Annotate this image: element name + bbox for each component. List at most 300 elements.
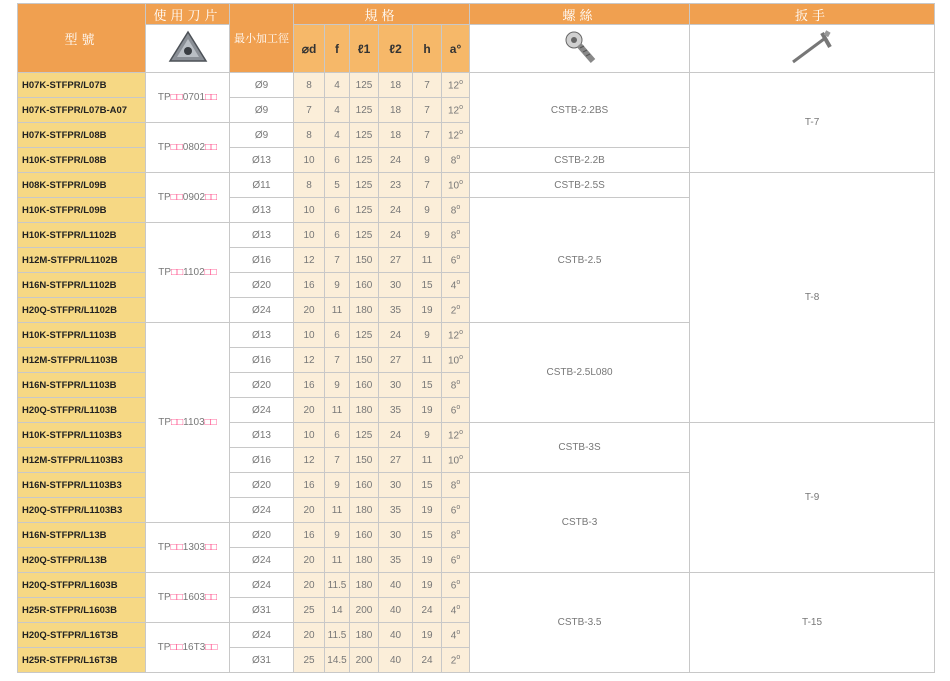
spec-l2-value: 40 [389, 629, 402, 641]
insert-cell [146, 573, 230, 623]
spec-a-cell [442, 273, 470, 298]
spec-l1-value: 180 [355, 554, 373, 566]
spec-d-value: 16 [303, 279, 315, 291]
spec-f-value: 6 [334, 154, 340, 166]
placeholder-box-icon: □□ [171, 417, 184, 428]
spec-a-cell [442, 448, 470, 473]
spec-l2-value: 35 [389, 404, 402, 416]
spec-l1-value: 125 [355, 229, 373, 241]
spec-h-value: 9 [424, 229, 430, 241]
spec-a-cell [442, 473, 470, 498]
insert-cell [146, 73, 230, 123]
screw-cell: CSTB-2.2BS [470, 73, 690, 148]
spec-f-cell [325, 448, 350, 473]
degree-symbol: o [456, 553, 461, 561]
model-cell: H16N-STFPR/L1102B [18, 273, 146, 298]
model-cell: H07K-STFPR/L07B-A07 [18, 98, 146, 123]
spec-f-cell [325, 623, 350, 648]
spec-d-cell [294, 448, 325, 473]
spec-f-value: 11 [331, 304, 343, 316]
placeholder-box-icon: □□ [205, 592, 218, 603]
spec-a-cell [442, 223, 470, 248]
spec-d-cell [294, 173, 325, 198]
spec-l1-value: 180 [355, 579, 373, 591]
model-cell: H25R-STFPR/L1603B [18, 598, 146, 623]
spec-l2-cell [379, 573, 413, 598]
spec-a-value: 12 [448, 330, 460, 342]
spec-h-value: 19 [421, 504, 433, 516]
spec-d-cell [294, 248, 325, 273]
degree-symbol: o [456, 303, 461, 311]
screw-cell: CSTB-2.5S [470, 173, 690, 198]
spec-l1-header: ℓ1 [350, 25, 379, 73]
spec-l2-value: 24 [389, 204, 402, 216]
spec-a-value: 6 [450, 255, 457, 267]
spec-l2-cell [379, 198, 413, 223]
spec-l2-cell [379, 598, 413, 623]
model-cell: H10K-STFPR/L1103B [18, 323, 146, 348]
spec-l1-cell [350, 423, 379, 448]
spec-h-header: h [413, 25, 442, 73]
spec-f-header: f [325, 25, 350, 73]
spec-h-value: 9 [424, 204, 430, 216]
min-bore-cell: Ø20 [230, 273, 294, 298]
spec-l2-value: 30 [389, 279, 402, 291]
spec-d-value: 20 [303, 579, 315, 591]
degree-symbol: o [459, 128, 464, 136]
spec-f-value: 6 [334, 204, 340, 216]
spec-l2-value: 35 [389, 304, 402, 316]
spec-l2-cell [379, 548, 413, 573]
spec-d-cell [294, 148, 325, 173]
spec-f-cell [325, 348, 350, 373]
screw-cell: CSTB-3.5 [470, 573, 690, 673]
min-bore-cell: Ø24 [230, 548, 294, 573]
degree-symbol: o [456, 278, 461, 286]
spec-l1-cell [350, 73, 379, 98]
spec-h-value: 19 [421, 579, 433, 591]
spec-f-cell [325, 148, 350, 173]
model-cell: H08K-STFPR/L09B [18, 173, 146, 198]
spec-f-value: 9 [334, 279, 340, 291]
spec-l2-value: 18 [389, 129, 402, 141]
spec-l2-value: 23 [389, 179, 402, 191]
insert-prefix: TP [157, 592, 171, 603]
spec-f-value: 4 [334, 129, 340, 141]
spec-l2-value: 18 [389, 104, 402, 116]
spec-a-value: 12 [448, 130, 460, 142]
spec-f-cell [325, 498, 350, 523]
spec-l1-value: 180 [355, 404, 373, 416]
spec-h-cell [413, 348, 442, 373]
spec-l1-cell [350, 573, 379, 598]
model-cell: H12M-STFPR/L1103B [18, 348, 146, 373]
spec-l2-cell [379, 648, 413, 673]
insert-prefix: TP [157, 542, 171, 553]
spec-l2-cell [379, 448, 413, 473]
spec-h-cell [413, 98, 442, 123]
placeholder-box-icon: □□ [205, 92, 218, 103]
spec-a-cell [442, 323, 470, 348]
model-cell: H20Q-STFPR/L1103B [18, 398, 146, 423]
spec-l2-value: 24 [389, 229, 402, 241]
degree-symbol: o [456, 203, 461, 211]
spec-l2-value: 30 [389, 379, 402, 391]
spec-h-cell [413, 123, 442, 148]
spec-h-cell [413, 548, 442, 573]
model-cell: H12M-STFPR/L1102B [18, 248, 146, 273]
spec-l1-cell [350, 198, 379, 223]
degree-symbol: o [456, 628, 461, 636]
spec-l2-value: 24 [389, 329, 402, 341]
spec-d-cell [294, 223, 325, 248]
spec-d-value: 16 [303, 529, 315, 541]
spec-h-value: 7 [424, 104, 430, 116]
spec-h-cell [413, 298, 442, 323]
screw-header: 螺絲 [470, 4, 690, 25]
wrench-cell: T-15 [690, 573, 935, 673]
spec-d-value: 20 [303, 404, 315, 416]
degree-symbol: o [456, 403, 461, 411]
spec-f-value: 6 [334, 329, 340, 341]
spec-h-cell [413, 598, 442, 623]
insert-cell [146, 173, 230, 223]
model-cell: H20Q-STFPR/L1102B [18, 298, 146, 323]
degree-symbol: o [456, 528, 461, 536]
spec-h-cell [413, 248, 442, 273]
spec-a-value: 4 [450, 605, 457, 617]
spec-h-value: 11 [421, 454, 433, 466]
spec-d-value: 16 [303, 379, 315, 391]
spec-d-value: 25 [303, 654, 315, 666]
degree-symbol: o [459, 428, 464, 436]
spec-h-value: 9 [424, 329, 430, 341]
spec-d-value: 16 [303, 479, 315, 491]
spec-f-value: 5 [334, 179, 340, 191]
screw-cell: CSTB-3 [470, 473, 690, 573]
placeholder-box-icon: □□ [205, 192, 218, 203]
degree-symbol: o [456, 153, 461, 161]
spec-a-cell [442, 573, 470, 598]
placeholder-box-icon: □□ [171, 267, 184, 278]
model-cell: H10K-STFPR/L08B [18, 148, 146, 173]
spec-f-cell [325, 173, 350, 198]
spec-a-cell [442, 498, 470, 523]
tool-spec-table [17, 3, 935, 673]
spec-h-cell [413, 523, 442, 548]
placeholder-box-icon: □□ [170, 192, 183, 203]
placeholder-box-icon: □□ [205, 142, 218, 153]
spec-d-value: 12 [303, 254, 315, 266]
degree-symbol: o [459, 103, 464, 111]
spec-f-cell [325, 98, 350, 123]
placeholder-box-icon: □□ [205, 642, 218, 653]
spec-l1-value: 160 [355, 279, 373, 291]
spec-d-cell [294, 373, 325, 398]
spec-a-cell [442, 398, 470, 423]
spec-d-cell [294, 623, 325, 648]
spec-d-cell [294, 73, 325, 98]
min-bore-cell: Ø13 [230, 223, 294, 248]
insert-cell [146, 123, 230, 173]
spec-l1-value: 160 [355, 379, 373, 391]
spec-l2-value: 24 [389, 429, 402, 441]
placeholder-box-icon: □□ [204, 417, 217, 428]
spec-l1-cell [350, 398, 379, 423]
spec-f-value: 11.5 [327, 579, 347, 591]
min-bore-cell: Ø24 [230, 573, 294, 598]
spec-d-cell [294, 523, 325, 548]
spec-h-value: 11 [421, 254, 433, 266]
min-bore-cell: Ø9 [230, 98, 294, 123]
spec-h-value: 24 [421, 654, 433, 666]
spec-l2-cell [379, 398, 413, 423]
wrench-cell: T-8 [690, 173, 935, 423]
spec-a-value: 8 [450, 380, 457, 392]
insert-cell [146, 323, 230, 523]
spec-a-value: 2 [450, 655, 457, 667]
spec-h-value: 15 [421, 479, 433, 491]
spec-f-cell [325, 423, 350, 448]
spec-l1-cell [350, 323, 379, 348]
insert-prefix: TP [158, 417, 172, 428]
spec-l2-cell [379, 73, 413, 98]
spec-l1-value: 200 [355, 604, 373, 616]
spec-a-value: 12 [448, 430, 460, 442]
spec-l2-cell [379, 373, 413, 398]
spec-d-cell [294, 398, 325, 423]
spec-f-cell [325, 73, 350, 98]
min-bore-cell: Ø16 [230, 348, 294, 373]
spec-l2-cell [379, 223, 413, 248]
spec-d-cell [294, 123, 325, 148]
placeholder-box-icon: □□ [205, 542, 218, 553]
spec-l2-value: 18 [389, 79, 402, 91]
spec-d-value: 8 [306, 129, 312, 141]
spec-l2-cell [379, 148, 413, 173]
table-row [18, 73, 935, 98]
spec-l1-cell [350, 498, 379, 523]
insert-cell [146, 523, 230, 573]
spec-l2-cell [379, 498, 413, 523]
spec-a-cell [442, 548, 470, 573]
insert-code: 1603 [182, 592, 206, 603]
insert-code: 0802 [182, 142, 206, 153]
spec-a-value: 10 [448, 355, 460, 367]
model-header: 型號 [18, 4, 146, 73]
spec-f-cell [325, 223, 350, 248]
spec-h-cell [413, 573, 442, 598]
spec-d-cell [294, 323, 325, 348]
spec-f-value: 7 [334, 254, 340, 266]
spec-h-value: 7 [424, 129, 430, 141]
placeholder-box-icon: □□ [170, 592, 183, 603]
spec-l1-value: 180 [355, 629, 373, 641]
min-bore-cell: Ø9 [230, 123, 294, 148]
screw-cell: CSTB-3S [470, 423, 690, 473]
insert-code: 0902 [182, 192, 206, 203]
spec-table-body [18, 73, 935, 673]
spec-d-cell [294, 548, 325, 573]
spec-header: 規格 [294, 4, 470, 25]
degree-symbol: o [459, 328, 464, 336]
spec-l2-cell [379, 523, 413, 548]
spec-d-cell [294, 598, 325, 623]
spec-h-value: 15 [421, 379, 433, 391]
spec-f-cell [325, 598, 350, 623]
spec-d-cell [294, 498, 325, 523]
spec-d-cell [294, 348, 325, 373]
spec-a-value: 8 [450, 205, 457, 217]
spec-l1-value: 125 [355, 154, 373, 166]
model-cell: H07K-STFPR/L08B [18, 123, 146, 148]
spec-f-value: 11 [331, 554, 343, 566]
insert-cell [146, 223, 230, 323]
spec-h-cell [413, 498, 442, 523]
model-cell: H16N-STFPR/L13B [18, 523, 146, 548]
wrench-cell: T-7 [690, 73, 935, 173]
spec-f-cell [325, 523, 350, 548]
min-bore-cell: Ø13 [230, 323, 294, 348]
min-bore-cell: Ø24 [230, 298, 294, 323]
min-bore-cell: Ø13 [230, 148, 294, 173]
spec-a-value: 12 [448, 80, 460, 92]
spec-h-value: 15 [421, 529, 433, 541]
min-bore-cell: Ø24 [230, 498, 294, 523]
spec-l1-value: 180 [355, 304, 373, 316]
spec-h-cell [413, 173, 442, 198]
table-row [18, 573, 935, 598]
spec-a-value: 8 [450, 480, 457, 492]
insert-prefix: TP [157, 142, 171, 153]
spec-l1-cell [350, 223, 379, 248]
placeholder-box-icon: □□ [204, 267, 217, 278]
spec-d-value: 12 [303, 354, 315, 366]
spec-d-value: 10 [303, 329, 315, 341]
model-cell: H16N-STFPR/L1103B3 [18, 473, 146, 498]
model-cell: H10K-STFPR/L1102B [18, 223, 146, 248]
spec-d-value: 20 [303, 504, 315, 516]
spec-a-cell [442, 423, 470, 448]
spec-l1-value: 180 [355, 504, 373, 516]
min-bore-cell: Ø20 [230, 523, 294, 548]
spec-a-cell [442, 98, 470, 123]
degree-symbol: o [459, 453, 464, 461]
spec-l1-value: 150 [355, 454, 373, 466]
spec-a-cell [442, 198, 470, 223]
spec-f-value: 11 [331, 504, 343, 516]
min-bore-cell: Ø31 [230, 648, 294, 673]
spec-a-cell [442, 373, 470, 398]
spec-f-value: 11 [331, 404, 343, 416]
spec-l1-cell [350, 623, 379, 648]
spec-f-cell [325, 373, 350, 398]
spec-a-value: 6 [450, 405, 457, 417]
spec-l2-cell [379, 423, 413, 448]
spec-l2-value: 27 [389, 354, 402, 366]
spec-l1-value: 150 [355, 254, 373, 266]
spec-l2-cell [379, 623, 413, 648]
spec-l1-cell [350, 248, 379, 273]
spec-h-cell [413, 398, 442, 423]
spec-d-value: 7 [306, 104, 312, 116]
min-bore-cell: Ø24 [230, 398, 294, 423]
spec-f-cell [325, 548, 350, 573]
degree-symbol: o [456, 378, 461, 386]
spec-f-cell [325, 298, 350, 323]
spec-l1-cell [350, 98, 379, 123]
torx-wrench-icon [790, 29, 834, 65]
spec-f-value: 4 [334, 79, 340, 91]
spec-a-cell [442, 173, 470, 198]
spec-h-cell [413, 223, 442, 248]
model-cell: H20Q-STFPR/L16T3B [18, 623, 146, 648]
insert-prefix: TP [157, 642, 171, 653]
spec-h-cell [413, 73, 442, 98]
spec-l1-cell [350, 273, 379, 298]
spec-d-cell [294, 198, 325, 223]
spec-l2-value: 24 [389, 154, 402, 166]
spec-a-value: 10 [448, 455, 460, 467]
insert-prefix: TP [158, 267, 172, 278]
spec-d-value: 10 [303, 429, 315, 441]
model-cell: H20Q-STFPR/L1103B3 [18, 498, 146, 523]
min-bore-cell: Ø20 [230, 373, 294, 398]
spec-f-value: 9 [334, 379, 340, 391]
model-cell: H20Q-STFPR/L13B [18, 548, 146, 573]
spec-f-value: 9 [334, 479, 340, 491]
spec-d-value: 8 [306, 179, 312, 191]
model-cell: H20Q-STFPR/L1603B [18, 573, 146, 598]
insert-prefix: TP [157, 92, 171, 103]
spec-l1-cell [350, 473, 379, 498]
spec-f-cell [325, 323, 350, 348]
model-cell: H25R-STFPR/L16T3B [18, 648, 146, 673]
spec-f-cell [325, 648, 350, 673]
spec-l2-value: 27 [389, 454, 402, 466]
spec-l2-value: 27 [389, 254, 402, 266]
spec-l1-value: 160 [355, 479, 373, 491]
insert-code: 1103 [183, 417, 205, 428]
spec-a-value: 4 [450, 630, 457, 642]
wrench-header: 扳手 [690, 4, 935, 25]
spec-l1-value: 150 [355, 354, 373, 366]
spec-f-cell [325, 573, 350, 598]
spec-h-cell [413, 323, 442, 348]
spec-l1-cell [350, 648, 379, 673]
spec-d-cell [294, 473, 325, 498]
spec-l1-value: 160 [355, 529, 373, 541]
spec-h-value: 9 [424, 154, 430, 166]
spec-f-cell [325, 273, 350, 298]
spec-h-cell [413, 423, 442, 448]
spec-h-cell [413, 648, 442, 673]
spec-f-value: 9 [334, 529, 340, 541]
degree-symbol: o [456, 603, 461, 611]
spec-h-value: 24 [421, 604, 433, 616]
spec-a-cell [442, 148, 470, 173]
min-bore-cell: Ø11 [230, 173, 294, 198]
spec-f-cell [325, 473, 350, 498]
spec-a-cell [442, 648, 470, 673]
spec-d-header: ⌀d [294, 25, 325, 73]
insert-cell [146, 623, 230, 673]
spec-d-value: 25 [303, 604, 315, 616]
spec-a-value: 10 [448, 180, 460, 192]
spec-f-value: 6 [334, 429, 340, 441]
spec-a-cell [442, 248, 470, 273]
spec-f-value: 7 [334, 454, 340, 466]
